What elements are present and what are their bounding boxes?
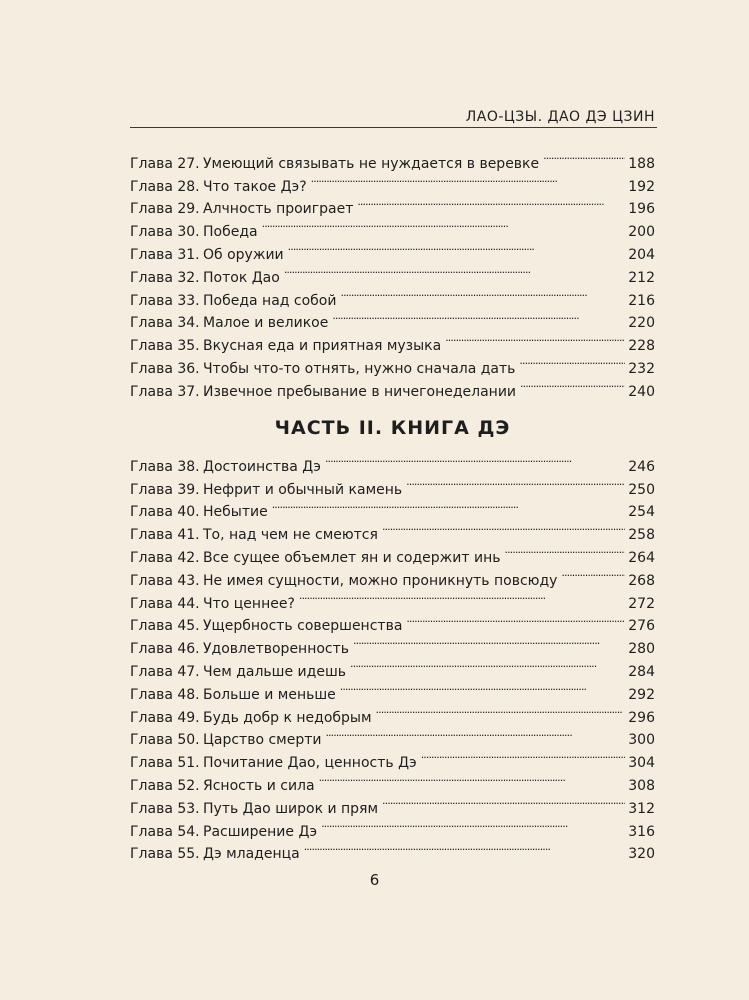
chapter-number: Глава 33.: [130, 292, 200, 309]
chapter-number: Глава 51.: [130, 755, 200, 772]
chapter-title: Царство смерти: [203, 732, 322, 749]
dot-leader: [445, 327, 625, 350]
chapter-number: Глава 43.: [130, 572, 200, 589]
chapter-title: То, над чем не смеются: [203, 527, 378, 544]
dot-leader: [561, 562, 625, 585]
chapter-page-number: 268: [628, 572, 655, 589]
chapter-title: Больше и меньше: [203, 686, 336, 703]
chapter-page-number: 200: [628, 224, 655, 241]
chapter-number: Глава 30.: [130, 224, 200, 241]
chapter-number: Глава 41.: [130, 527, 200, 544]
chapter-page-number: 216: [628, 292, 655, 309]
dot-leader: [406, 471, 625, 494]
chapter-title: Почитание Дао, ценность Дэ: [203, 755, 417, 772]
chapter-number: Глава 32.: [130, 269, 200, 286]
chapter-page-number: 240: [628, 383, 655, 400]
chapter-number: Глава 42.: [130, 549, 200, 566]
chapter-number: Глава 39.: [130, 481, 200, 498]
dot-leader: [262, 213, 626, 236]
chapter-page-number: 246: [628, 458, 655, 475]
chapter-title: Что такое Дэ?: [203, 178, 307, 195]
dot-leader: [272, 494, 626, 517]
toc-entry: [130, 145, 655, 172]
chapter-page-number: 188: [628, 155, 655, 172]
chapter-title: Извечное пребывание в ничегонеделании: [203, 383, 517, 400]
dot-leader: [504, 539, 625, 562]
chapter-number: Глава 40.: [130, 504, 200, 521]
chapter-title: Об оружии: [203, 246, 284, 263]
chapter-number: Глава 54.: [130, 823, 200, 840]
chapter-page-number: 292: [628, 686, 655, 703]
dot-leader: [357, 191, 625, 214]
dot-leader: [311, 168, 626, 191]
chapter-number: Глава 34.: [130, 315, 200, 332]
chapter-page-number: 192: [628, 178, 655, 195]
chapter-title: Поток Дао: [203, 269, 280, 286]
chapter-number: Глава 49.: [130, 709, 200, 726]
dot-leader: [406, 608, 625, 631]
header-rule: [130, 127, 657, 128]
chapter-title: Малое и великое: [203, 315, 329, 332]
chapter-page-number: 304: [628, 755, 655, 772]
chapter-title: Победа над собой: [203, 292, 337, 309]
dot-leader: [543, 145, 625, 168]
dot-leader: [288, 236, 626, 259]
chapter-number: Глава 53.: [130, 800, 200, 817]
dot-leader: [353, 630, 625, 653]
dot-leader: [325, 448, 625, 471]
chapter-number: Глава 52.: [130, 777, 200, 794]
chapter-number: Глава 46.: [130, 641, 200, 658]
chapter-title: Достоинства Дэ: [203, 458, 321, 475]
chapter-number: Глава 27.: [130, 155, 200, 172]
chapter-number: Глава 29.: [130, 201, 200, 218]
chapter-page-number: 320: [628, 846, 655, 863]
chapter-page-number: 276: [628, 618, 655, 635]
chapter-page-number: 196: [628, 201, 655, 218]
chapter-number: Глава 48.: [130, 686, 200, 703]
chapter-page-number: 312: [628, 800, 655, 817]
chapter-title: Ущербность совершенства: [203, 618, 403, 635]
chapter-title: Победа: [203, 224, 258, 241]
dot-leader: [350, 653, 625, 676]
chapter-title: Вкусная еда и приятная музыка: [203, 338, 442, 355]
chapter-page-number: 212: [628, 269, 655, 286]
chapter-number: Глава 36.: [130, 360, 200, 377]
dot-leader: [519, 350, 625, 373]
dot-leader: [520, 373, 625, 396]
running-head: ЛАО-ЦЗЫ. ДАО ДЭ ЦЗИН: [465, 109, 655, 125]
chapter-page-number: 220: [628, 315, 655, 332]
chapter-number: Глава 47.: [130, 663, 200, 680]
dot-leader: [421, 744, 626, 767]
chapter-title: Что ценнее?: [203, 595, 295, 612]
chapter-title: Не имея сущности, можно проникнуть повсюду: [203, 572, 558, 589]
chapter-number: Глава 44.: [130, 595, 200, 612]
toc-list-part1: [130, 145, 655, 400]
chapter-number: Глава 55.: [130, 846, 200, 863]
chapter-page-number: 228: [628, 338, 655, 355]
chapter-page-number: 296: [628, 709, 655, 726]
chapter-page-number: 308: [628, 777, 655, 794]
page-number: 6: [369, 871, 380, 889]
chapter-page-number: 300: [628, 732, 655, 749]
chapter-number: Глава 35.: [130, 338, 200, 355]
chapter-title: Все сущее объемлет ян и содержит инь: [203, 549, 501, 566]
chapter-title: Ясность и сила: [203, 777, 315, 794]
chapter-title: Алчность проиграет: [203, 201, 354, 218]
chapter-title: Путь Дао широк и прям: [203, 800, 379, 817]
chapter-title: Будь добр к недобрым: [203, 709, 372, 726]
toc-entry: [130, 448, 655, 475]
chapter-title: Нефрит и обычный камень: [203, 481, 403, 498]
dot-leader: [325, 722, 625, 745]
dot-leader: [284, 259, 625, 282]
chapter-title: Небытие: [203, 504, 268, 521]
toc-list-part2: [130, 448, 655, 863]
dot-leader: [299, 585, 625, 608]
chapter-number: Глава 50.: [130, 732, 200, 749]
chapter-title: Расширение Дэ: [203, 823, 318, 840]
chapter-page-number: 204: [628, 246, 655, 263]
chapter-number: Глава 31.: [130, 246, 200, 263]
chapter-number: Глава 37.: [130, 383, 200, 400]
chapter-title: Удовлетворенность: [203, 641, 350, 658]
dot-leader: [382, 516, 625, 539]
dot-leader: [376, 699, 626, 722]
chapter-number: Глава 45.: [130, 618, 200, 635]
chapter-page-number: 280: [628, 641, 655, 658]
chapter-title: Чтобы что-то отнять, нужно сначала дать: [203, 360, 516, 377]
chapter-page-number: 258: [628, 527, 655, 544]
chapter-page-number: 272: [628, 595, 655, 612]
chapter-number: Глава 28.: [130, 178, 200, 195]
chapter-page-number: 284: [628, 663, 655, 680]
dot-leader: [321, 813, 625, 836]
dot-leader: [332, 305, 625, 328]
dot-leader: [304, 836, 626, 859]
chapter-number: Глава 38.: [130, 458, 200, 475]
dot-leader: [382, 790, 625, 813]
chapter-page-number: 250: [628, 481, 655, 498]
chapter-title: Дэ младенца: [203, 846, 300, 863]
chapter-page-number: 254: [628, 504, 655, 521]
chapter-page-number: 232: [628, 360, 655, 377]
chapter-page-number: 316: [628, 823, 655, 840]
dot-leader: [340, 676, 625, 699]
part-heading: ЧАСТЬ II. КНИГА ДЭ: [274, 417, 511, 439]
dot-leader: [319, 767, 626, 790]
chapter-title: Чем дальше идешь: [203, 663, 347, 680]
chapter-title: Умеющий связывать не нуждается в веревке: [203, 155, 540, 172]
dot-leader: [340, 282, 625, 305]
chapter-page-number: 264: [628, 549, 655, 566]
